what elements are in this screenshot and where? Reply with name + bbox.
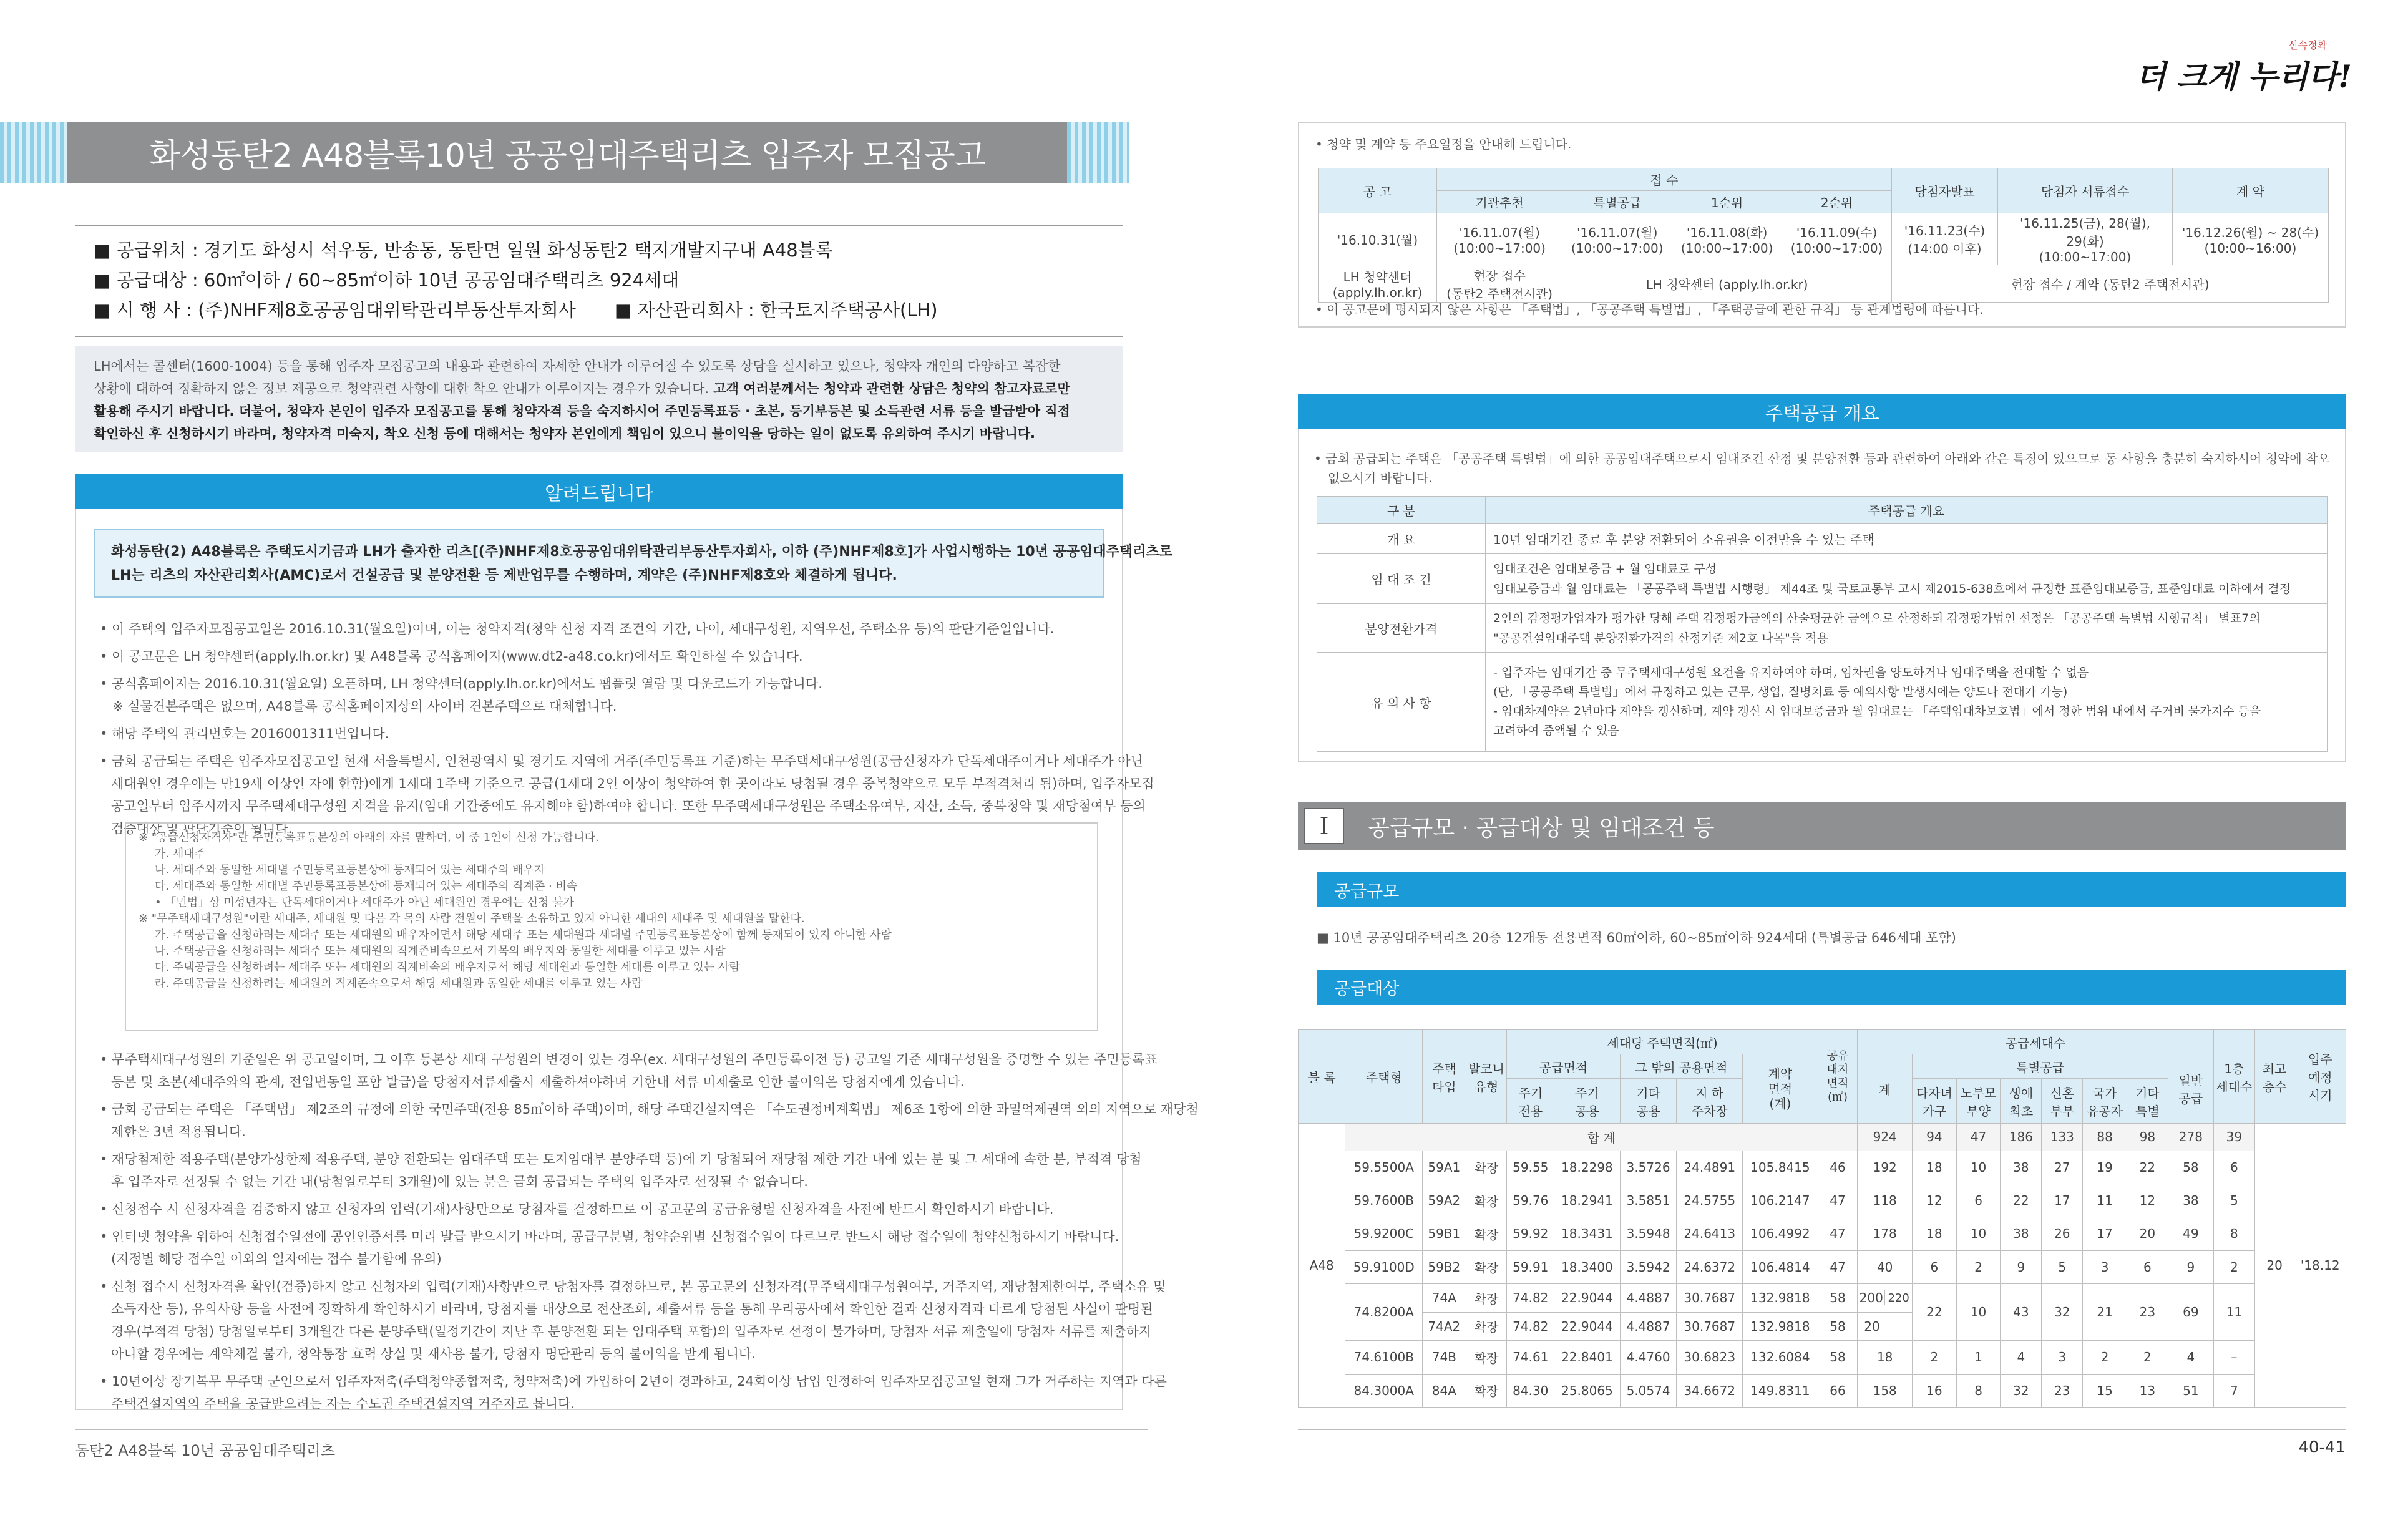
supply-top-floor: 20 [2254, 1124, 2294, 1408]
cell: 2 [1956, 1250, 2001, 1283]
schedule-head-jeopsu: 접 수 [1437, 168, 1892, 191]
cell: 4 [2001, 1341, 2042, 1374]
cell: 3 [2042, 1341, 2083, 1374]
overview-key: 분양전환가격 [1317, 604, 1486, 653]
cell: 47 [1818, 1184, 1858, 1217]
cell: 30.7687 [1677, 1312, 1743, 1341]
cell: 106.4814 [1743, 1250, 1818, 1283]
cell: 132.9818 [1743, 1283, 1818, 1312]
cell: 26 [2042, 1217, 2083, 1250]
bullet-item: • 금회 공급되는 주택은 입주자모집공고일 현재 서울특별시, 인천광역시 및 경기도 지역에 거주(주민등록표 기준)하는 무주택세대구성원(공급신청자가 단독세대주이거나 세대주가 아닌 [100, 754, 1143, 769]
bullet-item: • 이 주택의 입주자모집공고일은 2016.10.31(월요일)이며, 이는 청약자격(청약 신청 자격 조건의 기간, 나이, 세대구성원, 지역우선, 주택소유 등)의 판단기준일입니다. [100, 621, 1055, 636]
cell: 24.4891 [1677, 1151, 1743, 1184]
cell: 3.5726 [1620, 1151, 1677, 1184]
definition-line: 다. 주택공급을 신청하려는 세대주 또는 세대원의 직계비속의 배우자로서 해당 세대원과 동일한 세대를 이루고 있는 사람 [155, 961, 740, 974]
cell: 2 [1913, 1341, 1957, 1374]
supply-head-other-area: 그 밖의 공용면적 [1620, 1054, 1742, 1079]
supply-sum-value: 88 [2083, 1124, 2127, 1151]
definitions-box [125, 822, 1098, 1031]
cell: 43 [2001, 1283, 2042, 1340]
cell: 6 [1956, 1184, 2001, 1217]
cell: 192 [1858, 1151, 1913, 1184]
schedule-sub-head: 2순위 [1782, 191, 1892, 213]
cell: 51 [2168, 1374, 2213, 1407]
intro-line-4: 확인하신 후 신청하시기 바라며, 청약자격 미숙지, 착오 신청 등에 대해서는 청약자 본인에게 책임이 있으니 불이익을 당하는 일이 없도록 유의하여 주시기 바랍니다. [94, 426, 1036, 441]
cell: 11 [2083, 1184, 2127, 1217]
cell: 74.61 [1507, 1341, 1554, 1374]
cell: 18 [1913, 1151, 1957, 1184]
supply-sum-value: 278 [2168, 1124, 2213, 1151]
supply-head-newly: 신혼 부부 [2042, 1079, 2083, 1124]
title-stripe-left [0, 122, 67, 183]
cell: 47 [1818, 1217, 1858, 1250]
cell: 22.8401 [1554, 1341, 1621, 1374]
cell: 17 [2083, 1217, 2127, 1250]
cell: 5 [2042, 1250, 2083, 1283]
cell: 30.7687 [1677, 1283, 1743, 1312]
title-bar [0, 122, 1129, 183]
cell: 16 [1913, 1374, 1957, 1407]
cell: 12 [1913, 1184, 1957, 1217]
target-title: 공급대상 [1317, 970, 2346, 1005]
table-row [1299, 1184, 2346, 1217]
section-1-title: 공급규모 · 공급대상 및 임대조건 등 [1368, 815, 1715, 841]
schedule-panel [1298, 122, 2346, 328]
cell: 3.5942 [1620, 1250, 1677, 1283]
bullet-item: • 10년이상 장기복무 무주택 군인으로서 입주자저축(주택청약종합저축, 청약저축)에 가입하여 2년이 경과하고, 24회이상 납입 인정하여 입주자모집공고일 현재 그가 거주하는 지역과 다른 [100, 1374, 1167, 1389]
table-row [1299, 1250, 2346, 1283]
supply-head-type: 주택형 [1345, 1030, 1423, 1124]
cell: 58 [1818, 1341, 1858, 1374]
table-row [1299, 1217, 2346, 1250]
cell: 4 [2168, 1341, 2213, 1374]
supply-head-special: 특별공급 [1913, 1054, 2168, 1079]
page-title: 화성동탄2 A48블록10년 공공임대주택리츠 입주자 모집공고 [67, 122, 1067, 183]
cell: 2 [2213, 1250, 2254, 1283]
cell: 6 [2127, 1250, 2168, 1283]
bullet-item: 소득자산 등), 유의사항 등을 사전에 정확하게 확인하시기 바라며, 당첨자를 대상으로 전산조회, 제출서류 등을 통해 우리공사에서 확인한 결과 신청자격과 다르게 당첨된 사실이 판명된 [111, 1302, 1153, 1316]
brand-logo-text: 더 크게 누리다! [2135, 58, 2352, 95]
cell: 66 [1818, 1374, 1858, 1407]
cell: 18 [1858, 1341, 1913, 1374]
cell: 13 [2127, 1374, 2168, 1407]
cell: 59.91 [1507, 1250, 1554, 1283]
cell: 74A [1423, 1283, 1466, 1312]
cell: 40 [1858, 1250, 1913, 1283]
definition-line: 나. 주택공급을 신청하려는 세대주 또는 세대원의 직계존비속으로서 가목의 배우자와 동일한 세대를 이루고 있는 사람 [155, 945, 726, 958]
cell: 106.4992 [1743, 1217, 1818, 1250]
cell: 47 [1818, 1250, 1858, 1283]
supply-head-general: 일반 공급 [2168, 1054, 2213, 1124]
cell: 8 [2213, 1217, 2254, 1250]
cell: 9 [2001, 1250, 2042, 1283]
supply-sum-value: 39 [2213, 1124, 2254, 1151]
supply-head-excl: 주거 전용 [1507, 1079, 1554, 1124]
cell: 24.5755 [1677, 1184, 1743, 1217]
supply-head-movein: 입주 예정 시기 [2294, 1030, 2346, 1124]
table-row [1299, 1374, 2346, 1407]
bullet-item: • 신청접수 시 신청자격을 검증하지 않고 신청자의 입력(기재)사항만으로 당첨자를 결정하므로 이 공고문의 공급유형별 신청자격을 사전에 반드시 확인하시기 바랍니다. [100, 1202, 1054, 1217]
supply-head-elder: 노부모 부양 [1956, 1079, 2001, 1124]
cell: 32 [2001, 1374, 2042, 1407]
cell: 38 [2001, 1151, 2042, 1184]
cell: 확장 [1466, 1151, 1507, 1184]
bullet-item: • 인터넷 청약을 위하여 신청접수일전에 공인인증서를 미리 발급 받으시기 바라며, 공급구분별, 청약순위별 신청접수일이 다르므로 반드시 해당 접수일에 청약신청하시기 바랍니다. [100, 1229, 1119, 1244]
cell: 84.30 [1507, 1374, 1554, 1407]
bullet-item: ※ 실물견본주택은 없으며, A48블록 공식홈페이지상의 사이버 견본주택으로 대체합니다. [112, 699, 617, 714]
overview-head-category: 구 분 [1317, 497, 1486, 524]
cell: 74.6100B [1345, 1341, 1423, 1374]
cell: 38 [2001, 1217, 2042, 1250]
section-1-bar [1298, 802, 2346, 850]
schedule-cell: LH 청약센터 (apply.lh.or.kr) [1562, 265, 1892, 303]
cell: 5 [2213, 1184, 2254, 1217]
bullet-item: • 신청 접수시 신청자격을 확인(검증)하지 않고 신청자의 입력(기재)사항만으로 당첨자를 결정하므로, 본 공고문의 신청자격(무주택세대구성원여부, 거주지역, 재당첨제한여부, 주택소유 및 [100, 1279, 1166, 1294]
schedule-sub-head: 1순위 [1672, 191, 1782, 213]
supply-head-total: 계 [1858, 1054, 1913, 1124]
cell: 74.82 [1507, 1312, 1554, 1341]
supply-sum-value: 133 [2042, 1124, 2083, 1151]
cell: 84.3000A [1345, 1374, 1423, 1407]
intro-line-2: 상황에 대하여 정확하지 않은 정보 제공으로 청약관련 사항에 대한 착오 안내가 이루어지는 경우가 있습니다. [94, 381, 709, 396]
bullet-item: • 금회 공급되는 주택은 「주택법」 제2조의 규정에 의한 국민주택(전용 85㎡이하 주택)이며, 해당 주택건설지역은 「수도권정비계획법」 제6조 1항에 의한 과밀억제권역 외의 지역으로 재당첨 [100, 1102, 1199, 1117]
scale-title: 공급규모 [1317, 872, 2346, 907]
schedule-head-gonggo: 공 고 [1319, 168, 1437, 213]
cell: 84A [1423, 1374, 1466, 1407]
supply-head-area: 세대당 주택면적(㎡) [1507, 1030, 1818, 1054]
overview-value: 10년 임대기간 종료 후 분양 전환되어 소유권을 이전받을 수 있는 주택 [1486, 524, 2328, 554]
overview-intro-1: • 금회 공급되는 주택은 「공공주택 특별법」에 의한 공공임대주택으로서 임대조건 산정 및 분양전환 등과 관련하여 아래와 같은 특징이 있으므로 동 사항을 충분히 숙지하시어 청약에 착오 [1314, 451, 2330, 466]
section-1-number: I [1304, 808, 1344, 844]
bullet-item: 주택건설지역의 주택을 공급받으려는 자는 수도권 주택건설지역 거주자로 봅니다. [111, 1396, 575, 1411]
cell: 74.82 [1507, 1283, 1554, 1312]
footer-divider-right [1298, 1429, 2346, 1430]
supply-sum-value: 186 [2001, 1124, 2042, 1151]
cell: 22 [2127, 1151, 2168, 1184]
schedule-cell: '16.10.31(월) [1319, 213, 1437, 265]
cell: 46 [1818, 1151, 1858, 1184]
bullet-item: 경우(부적격 당첨) 당첨일로부터 3개월간 다른 분양주택(일정기간이 지난 후 분양전환 되는 임대주택 포함)의 입주자로 선정이 불가하며, 당첨자 서류 제출일에 당첨자 서류를 제출하지 [111, 1324, 1152, 1339]
cell: 3.5851 [1620, 1184, 1677, 1217]
cell: 20 [2127, 1217, 2168, 1250]
table-row [1299, 1341, 2346, 1374]
cell: 12 [2127, 1184, 2168, 1217]
cell: 59.76 [1507, 1184, 1554, 1217]
cell: 59.7600B [1345, 1184, 1423, 1217]
cell: 74B [1423, 1341, 1466, 1374]
schedule-head-win: 당첨자발표 [1892, 168, 1998, 213]
cell: 58 [1818, 1283, 1858, 1312]
cell: 17 [2042, 1184, 2083, 1217]
cell: 5.0574 [1620, 1374, 1677, 1407]
cell: 59.92 [1507, 1217, 1554, 1250]
schedule-cell: LH 청약센터 (apply.lh.or.kr) [1319, 265, 1437, 303]
bullet-item: (지정별 해당 접수일 이외의 일자에는 접수 불가함에 유의) [111, 1252, 442, 1267]
schedule-cell: '16.11.07(월) (10:00~17:00) [1437, 213, 1562, 265]
definition-line: ※ "무주택세대구성원"이란 세대주, 세대원 및 다음 각 목의 사람 전원이 주택을 소유하고 있지 아니한 세대의 세대주 및 세대원을 말한다. [139, 912, 805, 925]
supply-head-merit: 국가 유공자 [2083, 1079, 2127, 1124]
cell: 24.6413 [1677, 1217, 1743, 1250]
cell: 확장 [1466, 1374, 1507, 1407]
cell: 59.9200C [1345, 1217, 1423, 1250]
cell: 11 [2213, 1283, 2254, 1340]
overview-head-summary: 주택공급 개요 [1486, 497, 2328, 524]
schedule-sub-head: 특별공급 [1562, 191, 1672, 213]
definition-line: ※ "공급신청자격자"란 주민등록표등본상의 아래의 자를 말하며, 이 중 1인이 신청 가능합니다. [139, 831, 599, 844]
cell: 4.4887 [1620, 1283, 1677, 1312]
cell: 확장 [1466, 1341, 1507, 1374]
cell: 4.4760 [1620, 1341, 1677, 1374]
cell [1858, 1283, 1913, 1312]
supply-sum-value: 98 [2127, 1124, 2168, 1151]
brand-small-text: 신속정확 [2288, 39, 2327, 51]
schedule-cell: '16.12.26(월) ~ 28(수) (10:00~16:00) [2173, 213, 2329, 265]
info-asset-manager: ■ 자산관리회사 : 한국토지주택공사(LH) [615, 299, 938, 321]
cell: 22 [2001, 1184, 2042, 1217]
info-developer: ■ 시 행 사 : (주)NHF제8호공공임대위탁관리부동산투자회사 [94, 299, 576, 321]
brand-logo [2135, 37, 2352, 97]
schedule-cell: '16.11.07(월) (10:00~17:00) [1562, 213, 1672, 265]
overview-key: 유 의 사 항 [1317, 653, 1486, 752]
info-box [75, 225, 1123, 337]
notice-highlight-line-2: LH는 리츠의 자산관리회사(AMC)로서 건설공급 및 분양전환 등 제반업무를 수행하며, 계약은 (주)NHF제8호와 체결하게 됩니다. [111, 568, 897, 583]
cell: 59B2 [1423, 1250, 1466, 1283]
schedule-head-contract: 계 약 [2173, 168, 2329, 213]
schedule-cell: '16.11.08(화) (10:00~17:00) [1672, 213, 1782, 265]
notice-bullets-2 [100, 1048, 1199, 1415]
cell: 200 [1858, 1290, 1885, 1305]
bullet-item: 등본 및 초본(세대주와의 관계, 전입변동일 포함 발급)을 당첨자서류제출시 제출하셔야하며 기한내 서류 미제출로 인한 불이익은 당첨자에게 있습니다. [111, 1074, 965, 1089]
cell: 3 [2083, 1250, 2127, 1283]
cell: 74A2 [1423, 1312, 1466, 1341]
supply-head-land: 공유 대지 면적 (㎡) [1818, 1030, 1858, 1124]
definition-line: 다. 세대주와 동일한 세대별 주민등록표등본상에 등재되어 있는 세대주의 직계존 · 비속 [155, 880, 578, 893]
supply-head-contract: 계약 면적 (계) [1743, 1054, 1818, 1124]
cell: 6 [1913, 1250, 1957, 1283]
bullet-item: • 이 공고문은 LH 청약센터(apply.lh.or.kr) 및 A48블록 공식홈페이지(www.dt2-a48.co.kr)에서도 확인하실 수 있습니다. [100, 649, 803, 664]
cell: 30.6823 [1677, 1341, 1743, 1374]
supply-head-common: 주거 공용 [1554, 1079, 1621, 1124]
supply-head-parking: 지 하 주차장 [1677, 1079, 1743, 1124]
intro-line-1: LH에서는 콜센터(1600-1004) 등을 통해 입주자 모집공고의 내용과 관련하여 자세한 안내가 이루어질 수 있도록 상담을 실시하고 있으나, 청약자 개인의 다양하고 복잡한 [94, 359, 1061, 374]
cell: 18.2941 [1554, 1184, 1621, 1217]
schedule-cell: 현장 접수 / 계약 (동탄2 주택전시관) [1892, 265, 2329, 303]
overview-intro-2: 없으시기 바랍니다. [1328, 470, 1433, 485]
cell: – [2213, 1341, 2254, 1374]
cell: 확장 [1466, 1283, 1507, 1312]
cell: 19 [2083, 1151, 2127, 1184]
overview-value: - 입주자는 임대기간 중 무주택세대구성원 요건을 유지하여야 하며, 임차권을 양도하거나 임대주택을 전대할 수 없음 (단, 「공공주택 특별법」에서 규정하고 있는 근무, 생업, 질병치료 등 예외사항 발생시에는 양도나 전대가 가능) - 임대차계약은 2년마다 계약을 갱신하며, 계약 갱신 시 임대보증금과 월 임대료는 「주택임대차보호법」에서 정한 범위 내에서 주거비 물가지수 등을 고려하여 증액될 수 있음 [1486, 653, 2328, 752]
cell: 58 [2168, 1151, 2213, 1184]
bullet-item: 제한은 3년 적용됩니다. [111, 1124, 246, 1139]
cell: 15 [2083, 1374, 2127, 1407]
schedule-cell: '16.11.25(금), 28(월), 29(화) (10:00~17:00) [1998, 213, 2173, 265]
cell: 확장 [1466, 1250, 1507, 1283]
cell: 69 [2168, 1283, 2213, 1340]
cell: 118 [1858, 1184, 1913, 1217]
cell: 3.5948 [1620, 1217, 1677, 1250]
schedule-table [1318, 168, 2329, 301]
supply-head-etc: 기타 공용 [1620, 1079, 1677, 1124]
overview-key: 개 요 [1317, 524, 1486, 554]
cell: 59.5500A [1345, 1151, 1423, 1184]
supply-sum-value: 94 [1913, 1124, 1957, 1151]
cell: 20 [1858, 1312, 1913, 1341]
cell: 27 [2042, 1151, 2083, 1184]
cell: 10 [1956, 1151, 2001, 1184]
cell: 10 [1956, 1217, 2001, 1250]
cell: 74.8200A [1345, 1283, 1423, 1340]
bullet-item: • 무주택세대구성원의 기준일은 위 공고일이며, 그 이후 등본상 세대 구성원의 변경이 있는 경우(ex. 세대구성원의 주민등록이전 등) 공고일 기준 세대구성원을 증명할 수 있는 주민등록표 [100, 1052, 1158, 1067]
footer-left: 동탄2 A48블록 10년 공공임대주택리츠 [75, 1442, 336, 1459]
cell: 10 [1956, 1283, 2001, 1340]
cell: 49 [2168, 1217, 2213, 1250]
cell: 132.9818 [1743, 1312, 1818, 1341]
cell: 18.2298 [1554, 1151, 1621, 1184]
page-number: 40-41 [2298, 1438, 2346, 1457]
overview-table [1317, 496, 2328, 752]
cell: 확장 [1466, 1184, 1507, 1217]
cell: 2 [2127, 1341, 2168, 1374]
cell: 확장 [1466, 1217, 1507, 1250]
definition-line: 가. 세대주 [155, 847, 205, 860]
table-row [1299, 1283, 2346, 1312]
bullet-item: • 해당 주택의 관리번호는 2016001311번입니다. [100, 726, 389, 741]
supply-sum-value: 924 [1858, 1124, 1913, 1151]
title-stripe-right [1067, 122, 1129, 183]
supply-head-balcony: 발코니 유형 [1466, 1030, 1507, 1124]
notice-highlight-box [94, 529, 1172, 598]
cell: 21 [2083, 1283, 2127, 1340]
bullet-item: 검증대상 및 판단기준이 됩니다. [111, 821, 293, 836]
cell: 38 [2168, 1184, 2213, 1217]
schedule-sub-head: 기관추천 [1437, 191, 1562, 213]
notice-bullets [100, 618, 1154, 840]
supply-block: A48 [1299, 1124, 1345, 1408]
cell: 34.6672 [1677, 1374, 1743, 1407]
bullet-item: • 재당첨제한 적용주택(분양가상한제 적용주택, 분양 전환되는 임대주택 또는 토지임대부 분양주택 등)에 기 당첨되어 재당첨 제한 기간 내에 있는 분 및 그 세대에 속한 분, 부적격 당첨 [100, 1152, 1142, 1167]
info-location: ■ 공급위치 : 경기도 화성시 석우동, 반송동, 동탄면 일원 화성동탄2 택지개발지구내 A48블록 [94, 240, 833, 261]
cell: 6 [2213, 1151, 2254, 1184]
cell: 22.9044 [1554, 1312, 1621, 1341]
cell: 59B1 [1423, 1217, 1466, 1250]
supply-movein: '18.12 [2294, 1124, 2346, 1408]
overview-key: 임 대 조 건 [1317, 554, 1486, 604]
cell: 58 [1818, 1312, 1858, 1341]
supply-sum-value: 47 [1956, 1124, 2001, 1151]
cell: 178 [1858, 1217, 1913, 1250]
overview-title: 주택공급 개요 [1298, 394, 2346, 429]
cell: 149.8311 [1743, 1374, 1818, 1407]
schedule-cell: '16.11.09(수) (10:00~17:00) [1782, 213, 1892, 265]
supply-sum-label: 합 계 [1345, 1124, 1858, 1151]
cell: 2 [2083, 1341, 2127, 1374]
cell: 23 [2127, 1283, 2168, 1340]
cell: 18.3400 [1554, 1250, 1621, 1283]
cell: 18 [1913, 1217, 1957, 1250]
cell: 24.6372 [1677, 1250, 1743, 1283]
notice-highlight-line-1: 화성동탄(2) A48블록은 주택도시기금과 LH가 출자한 리츠[(주)NHF제8호공공임대위탁관리부동산투자회사, 이하 (주)NHF제8호]가 사업시행하는 10년 공공임대주택리츠로 [111, 544, 1172, 560]
bullet-item: 공고일부터 입주시까지 무주택세대구성원 자격을 유지(임대 기간중에도 유지해야 함)하여야 합니다. 또한 무주택세대구성원은 주택소유여부, 자산, 소득, 중복청약 및 재당첨여부 등의 [111, 799, 1146, 814]
cell: 105.8415 [1743, 1151, 1818, 1184]
cell: 59A2 [1423, 1184, 1466, 1217]
cell: 59.9100D [1345, 1250, 1423, 1283]
supply-head-other: 기타 특별 [2127, 1079, 2168, 1124]
definition-line: 라. 주택공급을 신청하려는 세대원의 직계존속으로서 해당 세대원과 동일한 세대를 이루고 있는 사람 [155, 977, 643, 990]
cell: 확장 [1466, 1312, 1507, 1341]
cell: 32 [2042, 1283, 2083, 1340]
supply-head-households: 공급세대수 [1858, 1030, 2214, 1054]
info-target: ■ 공급대상 : 60㎡이하 / 60~85㎡이하 10년 공공임대주택리츠 924세대 [94, 270, 680, 291]
supply-head-newborn: 생애 최초 [2001, 1079, 2042, 1124]
definition-line: 나. 세대주와 동일한 세대별 주민등록표등본상에 등재되어 있는 세대주의 배우자 [155, 864, 545, 877]
cell: 4.4887 [1620, 1312, 1677, 1341]
footer-divider-left [75, 1429, 1148, 1430]
supply-head-top: 최고 층수 [2254, 1030, 2294, 1124]
schedule-note: • 이 공고문에 명시되지 않은 사항은 「주택법」, 「공공주택 특별법」, 「주택공급에 관한 규칙」 등 관계법령에 따릅니다. [1315, 302, 1984, 317]
cell: 23 [2042, 1374, 2083, 1407]
notice-title: 알려드립니다 [75, 474, 1123, 509]
overview-value: 임대조건은 임대보증금 + 월 임대료로 구성 임대보증금과 월 임대료는 「공공주택 특별법 시행령」 제44조 및 국토교통부 고시 제2015-638호에서 규정한 표준임대보증금, 표준임대료 이하에서 결정 [1486, 554, 2328, 604]
schedule-cell: 현장 접수 (동탄2 주택전시관) [1437, 265, 1562, 303]
cell: 106.2147 [1743, 1184, 1818, 1217]
bullet-item: 세대원인 경우에는 만19세 이상인 자에 한함)에게 1세대 1주택 기준으로 공급(1세대 2인 이상이 청약하여 한 곳이라도 당첨될 경우 중복청약으로 모두 부적격처리 됨)하며, 입주자모집 [111, 776, 1154, 791]
intro-line-3: 활용해 주시기 바랍니다. 더불어, 청약자 본인이 입주자 모집공고를 통해 청약자격 등을 숙지하시어 주민등록표등 · 초본, 등기부등본 및 소득관련 서류 등을 발급받아 직접 [94, 404, 1070, 419]
supply-head-first: 1층 세대수 [2213, 1030, 2254, 1124]
cell: 7 [2213, 1374, 2254, 1407]
supply-head-supply-area: 공급면적 [1507, 1054, 1620, 1079]
scale-text: ■ 10년 공공임대주택리츠 20층 12개동 전용면적 60㎡이하, 60~85㎡이하 924세대 (특별공급 646세대 포함) [1317, 930, 1956, 945]
cell: 8 [1956, 1374, 2001, 1407]
bullet-item: 후 입주자로 선정될 수 없는 기간 내(당첨일로부터 3개월)에 있는 분은 금회 공급되는 주택의 입주자로 선정될 수 없습니다. [111, 1174, 808, 1189]
schedule-head-docs: 당첨자 서류접수 [1998, 168, 2173, 213]
intro-line-2-bold: 고객 여러분께서는 청약과 관련한 상담은 청약의 참고자료로만 [709, 381, 1070, 396]
schedule-intro: • 청약 및 계약 등 주요일정을 안내해 드립니다. [1315, 137, 1572, 152]
cell: 158 [1858, 1374, 1913, 1407]
cell: 59A1 [1423, 1151, 1466, 1184]
cell: 18.3431 [1554, 1217, 1621, 1250]
cell: 59.55 [1507, 1151, 1554, 1184]
cell: 22.9044 [1554, 1283, 1621, 1312]
cell: 1 [1956, 1341, 2001, 1374]
bullet-item: 아니할 경우에는 계약체결 불가, 청약통장 효력 상실 및 재사용 불가, 당첨자 명단관리 등의 불이익을 받게 됩니다. [111, 1346, 756, 1361]
overview-value: 2인의 감정평가업자가 평가한 당해 주택 감정평가금액의 산술평균한 금액으로 산정하되 감정평가법인 선정은 「공공주택 특별법 시행규칙」 별표7의 "공공건설임대주택 분양전환가격의 산정기준 제2호 나목"을 적용 [1486, 604, 2328, 653]
bullet-item: • 공식홈페이지는 2016.10.31(월요일) 오픈하며, LH 청약센터(apply.lh.or.kr)에서도 팸플릿 열람 및 다운로드가 가능합니다. [100, 676, 822, 691]
schedule-cell: '16.11.23(수) (14:00 이후) [1892, 213, 1998, 265]
intro-box [75, 346, 1123, 452]
table-row [1299, 1151, 2346, 1184]
definition-line: 가. 주택공급을 신청하려는 세대주 또는 세대원의 배우자이면서 해당 세대주 또는 세대원과 세대별 주민등록표등본상에 함께 등재되어 있지 아니한 사람 [155, 928, 892, 942]
cell: 220 [1888, 1291, 1909, 1305]
supply-head-block: 블 록 [1299, 1030, 1345, 1124]
supply-head-multi: 다자녀 가구 [1913, 1079, 1957, 1124]
definition-line: • 「민법」상 미성년자는 단독세대이거나 세대주가 아닌 세대원인 경우에는 신청 불가 [155, 896, 574, 909]
cell: 25.8065 [1554, 1374, 1621, 1407]
supply-head-ttype: 주택 타입 [1423, 1030, 1466, 1124]
cell: 9 [2168, 1250, 2213, 1283]
supply-table-render [1298, 1029, 2346, 1408]
cell: 132.6084 [1743, 1341, 1818, 1374]
cell: 22 [1913, 1283, 1957, 1340]
